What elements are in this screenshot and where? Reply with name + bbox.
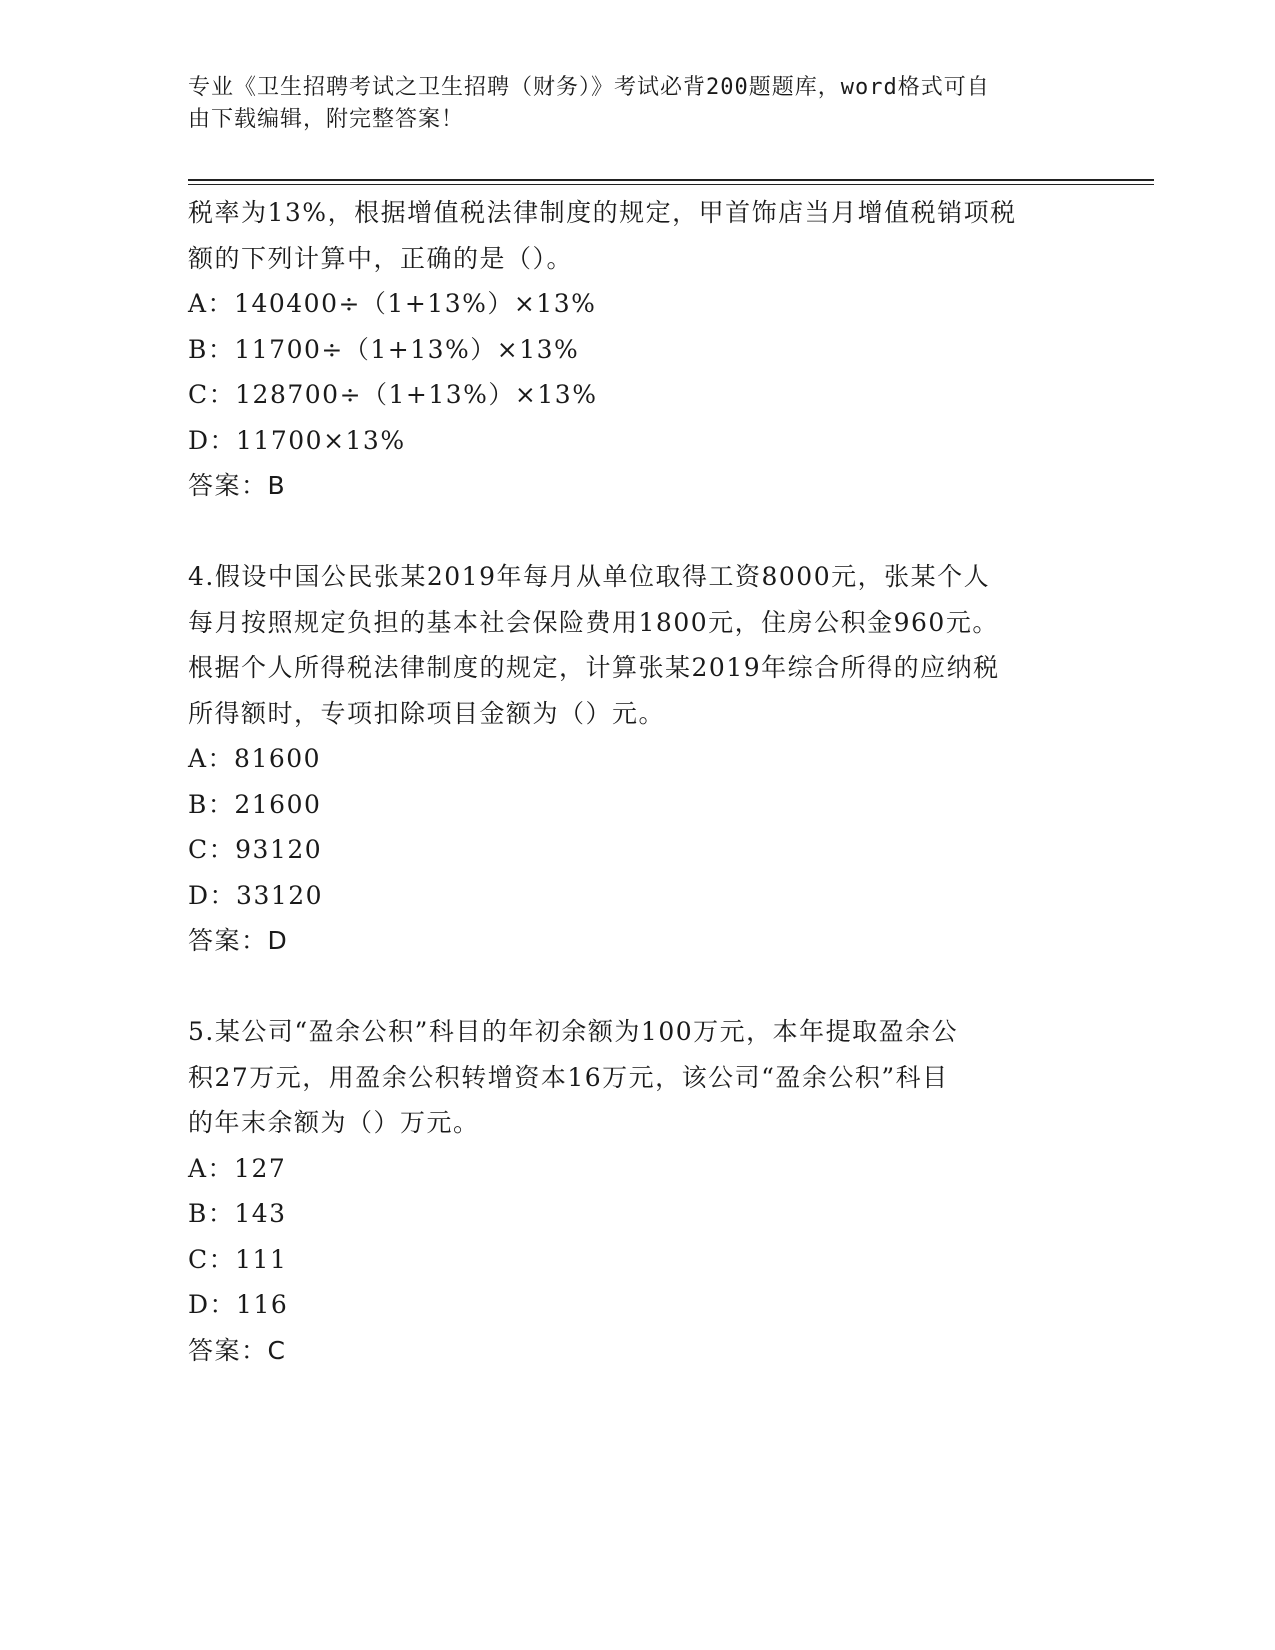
option-c: C：128700÷（1+13%）×13% [188,380,598,409]
answer-line: 答案：B [188,471,287,500]
option-c: C：111 [188,1244,288,1274]
question-stem-line: 积27万元，用盈余公积转增资本16万元，该公司“盈余公积”科目 [188,1062,949,1092]
option-b: B：21600 [188,789,322,819]
answer-line: 答案：D [188,926,289,955]
option-a: A：140400÷（1+13%）×13% [188,289,597,318]
question-stem-line: 每月按照规定负担的基本社会保险费用1800元，住房公积金960元。 [188,607,999,637]
header-rule-thick [188,179,1154,181]
question-spacer [188,964,1088,1010]
question-list [188,190,1088,1373]
option-d: D：11700×13% [188,425,406,455]
header-line-2: 由下载编辑，附完整答案！ [188,107,465,132]
answer-line: 答案：C [188,1335,287,1365]
document-header [188,72,1068,136]
question-stem-line: 额的下列计算中，正确的是（）。 [188,243,574,273]
question-stem-line: 4.假设中国公民张某2019年每月从单位取得工资8000元，张某个人 [188,562,991,591]
question-stem-line: 的年末余额为（）万元。 [188,1108,480,1137]
header-line-1: 专业《卫生招聘考试之卫生招聘（财务）》考试必背200题题库，word格式可自 [188,75,990,100]
option-c: C：93120 [188,835,323,864]
question-4 [188,554,1088,964]
option-b: B：143 [188,1199,287,1228]
header-rule-thin [188,184,1154,185]
option-b: B：11700÷（1+13%）×13% [188,334,580,364]
question-spacer [188,509,1088,555]
question-stem-line: 所得额时，专项扣除项目金额为（）元。 [188,698,666,728]
question-3 [188,190,1088,509]
option-d: D：33120 [188,880,324,910]
option-a: A：127 [188,1153,287,1183]
question-stem-line: 税率为13%，根据增值税法律制度的规定，甲首饰店当月增值税销项税 [188,198,1017,227]
question-stem-line: 根据个人所得税法律制度的规定，计算张某2019年综合所得的应纳税 [188,653,1000,682]
question-5 [188,1009,1088,1373]
question-stem-line: 5.某公司“盈余公积”科目的年初余额为100万元，本年提取盈余公 [188,1017,959,1046]
option-a: A：81600 [188,744,322,773]
option-d: D：116 [188,1290,289,1319]
